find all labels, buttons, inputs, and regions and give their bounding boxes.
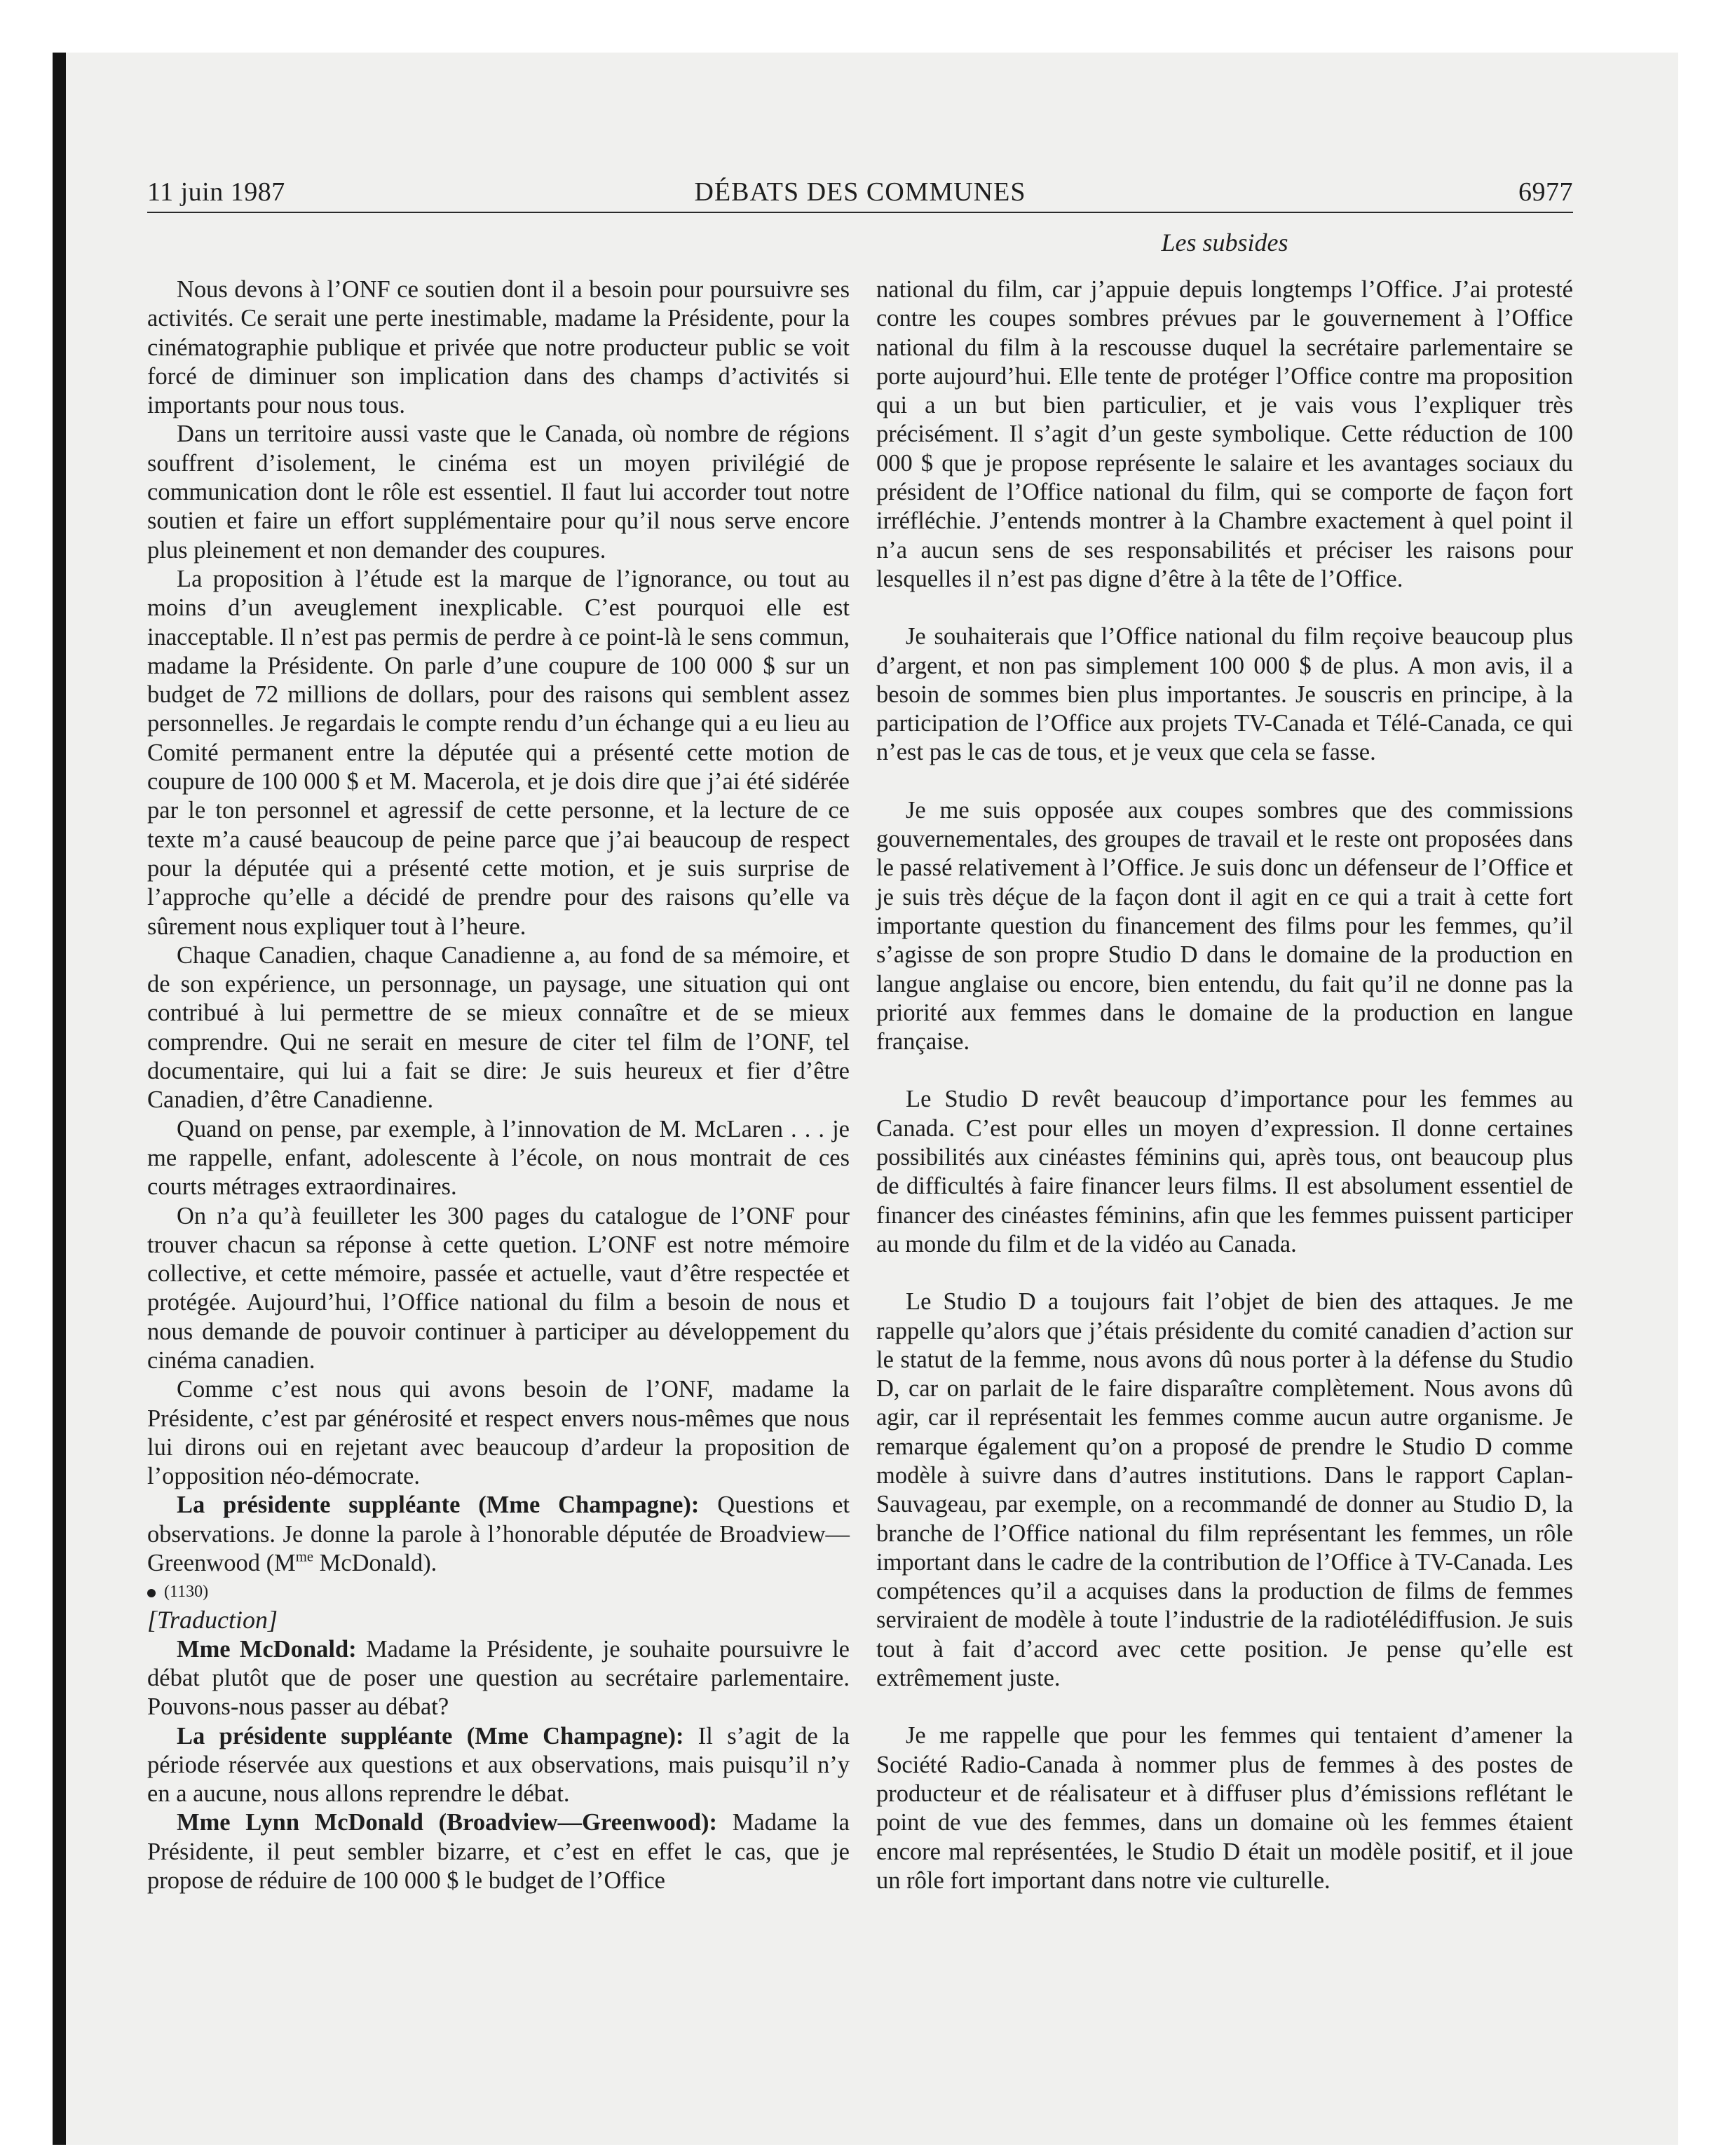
section-title: Les subsides — [1161, 228, 1288, 257]
header-page-number: 6977 — [1518, 177, 1573, 207]
translation-label: [Traduction] — [147, 1606, 278, 1635]
paragraph: Quand on pense, par exemple, à l’innovation de M. McLaren . . . je me rappelle, enfant, adolescente à l’école, on nous montrait de ces courts métrages extraordinaires. — [147, 1115, 850, 1201]
speaker-name: Mme Lynn McDonald (Broadview—Greenwood): — [177, 1809, 718, 1836]
paragraph: Le Studio D a toujours fait l’objet de bien des attaques. Je me rappelle qu’alors que j’étais présidente du comité canadien d’action sur le statut de la femme, nous avons dû nous porter à la défense du Studio D, car on parlait de le faire disparaître complètement. Nous avons dû agir, car il représentait les femmes comme aucun autre organisme. Je remarque également qu’on a proposé de prendre le Studio D comme modèle à suivre dans d’autres institutions. Dans le rapport Caplan-Sauvageau, par exemple, on a recommandé de donner au Studio D, la branche de l’Office national du film représentant les femmes, un rôle important dans le cadre de la contribution de l’Office à TV-Canada. Les compétences qu’il a acquises dans la production de films de femmes serviraient de modèle à toute l’industrie de la radiotélédiffusion. Je suis tout à fait d’accord avec cette position. Je pense qu’elle est extrêmement juste. — [876, 1288, 1573, 1692]
left-column — [147, 275, 850, 1895]
paragraph: Je me suis opposée aux coupes sombres que des commissions gouvernementales, des groupes de travail et le reste ont proposées dans le passé relativement à l’Office. Je suis donc un défenseur de l’Office et je suis très déçue de la façon dont il agit en ce qui a trait à cette fort importante question du financement des films pour les femmes, qu’il s’agisse de son propre Studio D dans le domaine de la production en langue anglaise ou encore, bien entendu, du fait qu’il ne donne pas la priorité aux femmes dans le domaine de la production en langue française. — [876, 796, 1573, 1056]
speaker-name: La présidente suppléante (Mme Champagne): — [177, 1492, 700, 1519]
header-date: 11 juin 1987 — [147, 177, 285, 207]
paragraph: La proposition à l’étude est la marque de l’ignorance, ou tout au moins d’un aveuglement inexplicable. C’est pourquoi elle est inacceptable. Il n’est pas permis de perdre à ce point-là le sens commun, madame la Présidente. On parle d’une coupure de 100 000 $ sur un budget de 72 millions de dollars, pour des raisons qui semblent assez personnelles. Je regardais le compte rendu d’un échange qui a eu lieu au Comité permanent entre la députée qui a présenté cette motion de coupure de 100 000 $ et M. Macerola, et je dois dire que j’ai été sidérée par le ton personnel et agressif de cette personne, et la lecture de ce texte m’a causé beaucoup de peine parce que j’ai beaucoup de respect pour la députée qui a présenté cette motion, et je suis surprise de l’approche qu’elle a décidé de prendre pour des raisons qu’elle va sûrement nous expliquer tout à l’heure. — [147, 565, 850, 940]
paragraph: national du film, car j’appuie depuis longtemps l’Office. J’ai protesté contre les coupes sombres prévues par le gouvernement à l’Office national du film à la rescousse duquel la secrétaire parlementaire se porte aujourd’hui. Elle tente de protéger l’Office contre ma proposition qui a un but bien particulier, et je vais vous l’expliquer très précisément. Il s’agit d’un geste symbolique. Cette réduction de 100 000 $ que je propose représente le salaire et les avantages sociaux du président de l’Office national du film, qui se comporte de façon fort irréfléchie. J’entends montrer à la Chambre exactement à quel point il n’a aucun sens de ses responsabilités et préciser les raisons pour lesquelles il n’est pas digne d’être à la tête de l’Office. — [876, 276, 1573, 592]
speaker-name: La présidente suppléante (Mme Champagne): — [177, 1722, 684, 1749]
speech-text: Il s’agit de la période réservée aux questions et aux observations, mais puisqu’il n’y en a aucune, nous allons reprendre le débat. — [147, 1722, 850, 1808]
speaker-paragraph — [147, 1722, 850, 1809]
right-column — [876, 275, 1573, 1895]
time-marker-text: (1130) — [164, 1583, 209, 1602]
header-journal-title: DÉBATS DES COMMUNES — [694, 177, 1026, 207]
speech-text: McDonald). — [313, 1550, 437, 1577]
paragraph: Nous devons à l’ONF ce soutien dont il a besoin pour poursuivre ses activités. Ce serait une perte inestimable, madame la Présidente, pour la cinématographie publique et privée que notre producteur public se voit forcé de diminuer son implication dans des champs d’activités si importants pour nous tous. — [147, 276, 850, 419]
paragraph: Chaque Canadien, chaque Canadienne a, au fond de sa mémoire, et de son expérience, un personnage, un paysage, une situation qui ont contribué à lui permettre de se mieux connaître et de se mieux comprendre. Qui ne serait en mesure de citer tel film de l’ONF, tel documentaire, qui lui a fait se dire: Je suis heureux et fier d’être Canadien, d’être Canadienne. — [147, 941, 850, 1114]
speech-text: Madame la Présidente, il peut sembler bizarre, et c’est en effet le cas, que je propose de réduire de 100 000 $ le budget de l’Office — [147, 1809, 850, 1895]
speaker-paragraph — [147, 1635, 850, 1722]
superscript: me — [295, 1549, 314, 1565]
speaker-paragraph — [147, 1808, 850, 1895]
page-header — [147, 178, 1573, 213]
paragraph: Comme c’est nous qui avons besoin de l’ONF, madame la Présidente, c’est par générosité et respect envers nous-mêmes que nous lui dirons oui en rejetant avec beaucoup d’ardeur la proposition de l’opposition néo-démocrate. — [147, 1376, 850, 1490]
paragraph: Dans un territoire aussi vaste que le Canada, où nombre de régions souffrent d’isolement, le cinéma est un moyen privilégié de communication dont le rôle est essentiel. Il faut lui accorder tout notre soutien et faire un effort supplémentaire pour qu’il nous serve encore plus pleinement et non demander des coupures. — [147, 421, 850, 564]
speaker-name: Mme McDonald: — [177, 1635, 357, 1663]
paragraph: Je souhaiterais que l’Office national du film reçoive beaucoup plus d’argent, et non pas simplement 100 000 $ de plus. A mon avis, il a besoin de sommes bien plus importantes. Je souscris en principe, à la participation de l’Office aux projets TV-Canada et Télé-Canada, ce qui n’est pas le cas de tous, et je veux que cela se fasse. — [876, 623, 1573, 766]
bullet-icon — [147, 1589, 156, 1597]
speaker-paragraph — [147, 1491, 850, 1578]
paragraph: Le Studio D revêt beaucoup d’importance pour les femmes au Canada. C’est pour elles un moyen d’expression. Il donne certaines possibilités aux cinéastes féminins qui, après tous, ont beaucoup plus de difficultés à faire financer leurs films. Il est absolument essentiel de financer des cinéastes féminins, afin que les femmes puissent participer au monde du film et de la vidéo au Canada. — [876, 1086, 1573, 1257]
paragraph: Je me rappelle que pour les femmes qui tentaient d’amener la Société Radio-Canada à nommer plus de femmes à des postes de producteur et de réalisateur et à diffuser plus d’émissions reflétant le point de vue des femmes, dans un domaine où les femmes étaient encore mal représentées, le Studio D était un modèle positif, et il joue un rôle fort important dans notre vie culturelle. — [876, 1722, 1573, 1894]
speech-text: Questions et observations. Je donne la parole à l’honorable députée de Broadview—Greenwood (M — [147, 1492, 850, 1577]
speech-text: Madame la Présidente, je souhaite poursuivre le débat plutôt que de poser une question au secrétaire parlementaire. Pouvons-nous passer au débat? — [147, 1635, 850, 1721]
paragraph: On n’a qu’à feuilleter les 300 pages du catalogue de l’ONF pour trouver chacun sa réponse à cette quetion. L’ONF est notre mémoire collective, et cette mémoire, passée et actuelle, vaut d’être respectée et protégée. Aujourd’hui, l’Office national du film a besoin de nous et nous demande de pouvoir continuer à participer au développement du cinéma canadien. — [147, 1202, 850, 1374]
time-marker — [147, 1578, 850, 1606]
scan-border — [53, 53, 66, 2145]
